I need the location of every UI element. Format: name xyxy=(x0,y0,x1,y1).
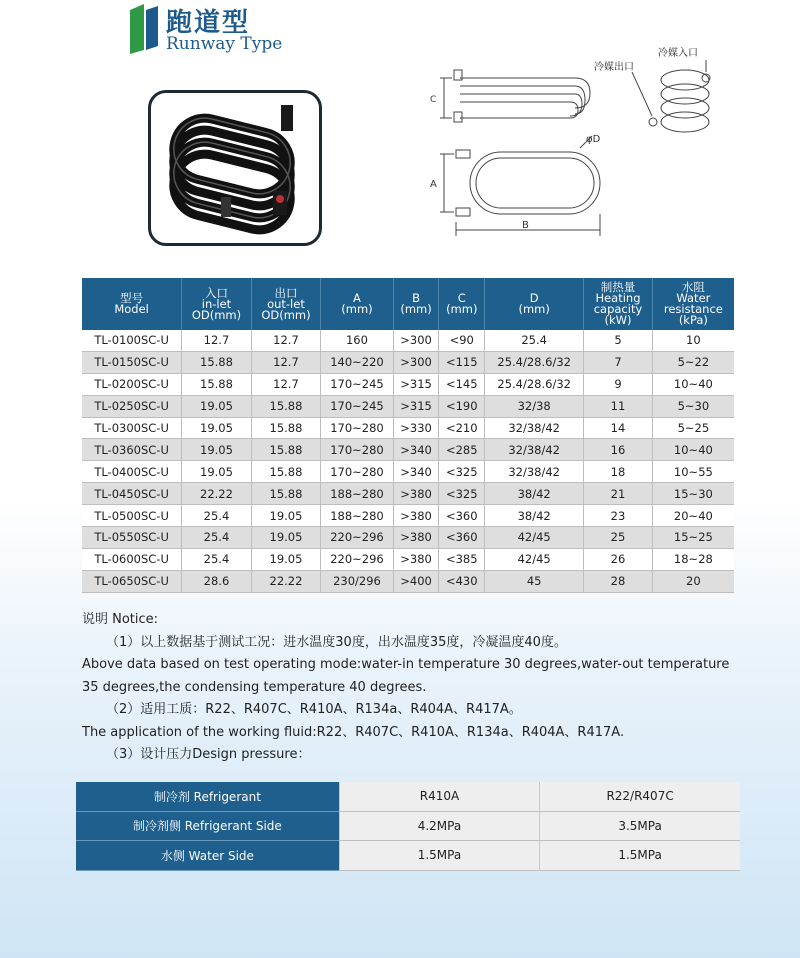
table-cell: TL-0400SC-U xyxy=(82,461,182,483)
table-cell: >380 xyxy=(393,548,439,570)
pressure-value-cell: 3.5MPa xyxy=(539,812,740,842)
table-cell: 11 xyxy=(584,395,653,417)
dim-c-label: C xyxy=(430,95,437,105)
spec-header-cell: A (mm) xyxy=(321,278,393,330)
table-cell: <285 xyxy=(439,439,485,461)
table-row xyxy=(82,395,734,417)
table-cell: 18~28 xyxy=(652,548,734,570)
table-cell: 25.4/28.6/32 xyxy=(485,351,584,373)
table-cell: 5 xyxy=(584,330,653,351)
table-cell: 170~245 xyxy=(321,373,393,395)
inlet-label: 冷媒入口 xyxy=(658,48,698,59)
table-cell: 25 xyxy=(584,527,653,549)
notice-item3: （3）设计压力Design pressure： xyxy=(106,747,311,762)
table-cell: 230/296 xyxy=(321,570,393,592)
table-cell: 7 xyxy=(584,351,653,373)
table-cell: 10~40 xyxy=(652,373,734,395)
spec-table-body xyxy=(82,330,734,592)
table-cell: 15.88 xyxy=(251,395,321,417)
table-cell: <115 xyxy=(439,351,485,373)
table-cell: 15.88 xyxy=(251,417,321,439)
spec-header-cell: 水阻 Water resistance (kPa) xyxy=(652,278,734,330)
table-cell: TL-0600SC-U xyxy=(82,548,182,570)
table-cell: 28 xyxy=(584,570,653,592)
table-cell: <325 xyxy=(439,483,485,505)
dim-a-label: A xyxy=(430,179,437,190)
table-cell: 19.05 xyxy=(251,548,321,570)
table-row xyxy=(82,373,734,395)
table-cell: 170~280 xyxy=(321,439,393,461)
notice-item2-en: The application of the working fluid:R22、R407C、R410A、R134a、R404A、R417A. xyxy=(82,724,625,740)
table-cell: <360 xyxy=(439,505,485,527)
spec-table xyxy=(82,278,734,593)
table-cell: 21 xyxy=(584,483,653,505)
table-cell: >315 xyxy=(393,373,439,395)
table-cell: 15~25 xyxy=(652,527,734,549)
notice-section xyxy=(82,609,742,767)
dimension-diagram xyxy=(410,42,740,242)
notice-item1-en-line1: Above data based on test operating mode:water-in temperature 30 degrees,water-out temperature xyxy=(82,657,730,672)
table-cell: TL-0550SC-U xyxy=(82,527,182,549)
spec-header-cell: C (mm) xyxy=(439,278,485,330)
table-cell: 22.22 xyxy=(182,483,252,505)
table-cell: 10 xyxy=(652,330,734,351)
spec-header-cell: B (mm) xyxy=(393,278,439,330)
product-photo xyxy=(148,90,322,246)
table-row xyxy=(82,417,734,439)
pressure-label-cell: 制冷剂 Refrigerant xyxy=(76,782,339,812)
table-cell: 9 xyxy=(584,373,653,395)
pressure-value-cell: R410A xyxy=(339,782,539,812)
table-cell: 20~40 xyxy=(652,505,734,527)
table-cell: TL-0150SC-U xyxy=(82,351,182,373)
table-cell: TL-0200SC-U xyxy=(82,373,182,395)
table-cell: 38/42 xyxy=(485,505,584,527)
table-cell: 19.05 xyxy=(182,395,252,417)
table-cell: 12.7 xyxy=(251,330,321,351)
header-accent-icon xyxy=(128,4,162,54)
table-cell: 170~245 xyxy=(321,395,393,417)
table-cell: TL-0500SC-U xyxy=(82,505,182,527)
table-cell: <430 xyxy=(439,570,485,592)
table-cell: 45 xyxy=(485,570,584,592)
table-cell: TL-0450SC-U xyxy=(82,483,182,505)
table-cell: >300 xyxy=(393,330,439,351)
table-cell: 15.88 xyxy=(251,461,321,483)
table-cell: >380 xyxy=(393,505,439,527)
table-cell: 220~296 xyxy=(321,527,393,549)
table-row xyxy=(82,570,734,592)
table-cell: 19.05 xyxy=(182,417,252,439)
table-row xyxy=(82,461,734,483)
table-cell: >380 xyxy=(393,483,439,505)
table-cell: 5~22 xyxy=(652,351,734,373)
pressure-label-cell: 水侧 Water Side xyxy=(76,841,339,871)
table-cell: 12.7 xyxy=(251,373,321,395)
pressure-value-cell: R22/R407C xyxy=(539,782,740,812)
coil-image xyxy=(151,93,319,243)
table-cell: <325 xyxy=(439,461,485,483)
table-cell: <90 xyxy=(439,330,485,351)
table-cell: <145 xyxy=(439,373,485,395)
dim-b-label: B xyxy=(522,220,529,231)
spec-header-cell: 入口 in-let OD(mm) xyxy=(182,278,252,330)
table-cell: >400 xyxy=(393,570,439,592)
notice-heading: 说明 Notice: xyxy=(82,612,159,627)
table-cell: 25.4 xyxy=(182,548,252,570)
table-cell: 18 xyxy=(584,461,653,483)
table-cell: TL-0360SC-U xyxy=(82,439,182,461)
table-cell: >300 xyxy=(393,351,439,373)
spec-header-cell: 型号 Model xyxy=(82,278,182,330)
pressure-row xyxy=(76,812,740,842)
table-cell: 14 xyxy=(584,417,653,439)
table-cell: <385 xyxy=(439,548,485,570)
outlet-label: 冷媒出口 xyxy=(594,62,634,73)
table-cell: 16 xyxy=(584,439,653,461)
table-cell: 15.88 xyxy=(182,373,252,395)
table-cell: TL-0650SC-U xyxy=(82,570,182,592)
dim-d-label: φD xyxy=(586,134,601,145)
pressure-value-cell: 1.5MPa xyxy=(339,841,539,871)
table-cell: 42/45 xyxy=(485,527,584,549)
table-cell: TL-0300SC-U xyxy=(82,417,182,439)
notice-item1-en-line2: 35 degrees,the condensing temperature 40 degrees. xyxy=(82,679,427,695)
table-cell: 32/38/42 xyxy=(485,439,584,461)
table-cell: 42/45 xyxy=(485,548,584,570)
table-cell: >340 xyxy=(393,439,439,461)
table-cell: 188~280 xyxy=(321,505,393,527)
table-cell: 188~280 xyxy=(321,483,393,505)
table-cell: 23 xyxy=(584,505,653,527)
table-cell: <190 xyxy=(439,395,485,417)
table-cell: 220~296 xyxy=(321,548,393,570)
table-cell: 170~280 xyxy=(321,417,393,439)
table-cell: 26 xyxy=(584,548,653,570)
table-cell: >315 xyxy=(393,395,439,417)
table-cell: 10~55 xyxy=(652,461,734,483)
table-cell: 15.88 xyxy=(251,483,321,505)
spec-header-cell: 制热量 Heating capacity (kW) xyxy=(584,278,653,330)
spec-header-cell: 出口 out-let OD(mm) xyxy=(251,278,321,330)
table-cell: 28.6 xyxy=(182,570,252,592)
table-cell: 170~280 xyxy=(321,461,393,483)
table-cell: 140~220 xyxy=(321,351,393,373)
table-cell: 32/38 xyxy=(485,395,584,417)
table-cell: 15.88 xyxy=(251,439,321,461)
table-cell: 22.22 xyxy=(251,570,321,592)
table-cell: 25.4 xyxy=(182,527,252,549)
table-cell: <360 xyxy=(439,527,485,549)
table-row xyxy=(82,439,734,461)
pressure-label-cell: 制冷剂侧 Refrigerant Side xyxy=(76,812,339,842)
table-cell: 25.4 xyxy=(182,505,252,527)
table-cell: >340 xyxy=(393,461,439,483)
page-title-en: Runway Type xyxy=(166,34,283,54)
table-cell: 10~40 xyxy=(652,439,734,461)
table-cell: 160 xyxy=(321,330,393,351)
table-cell: >380 xyxy=(393,527,439,549)
pressure-value-cell: 1.5MPa xyxy=(539,841,740,871)
table-cell: 15.88 xyxy=(182,351,252,373)
table-cell: TL-0100SC-U xyxy=(82,330,182,351)
pressure-row xyxy=(76,841,740,871)
table-cell: 12.7 xyxy=(251,351,321,373)
table-cell: 25.4 xyxy=(485,330,584,351)
notice-item2-zh: （2）适用工质：R22、R407C、R410A、R134a、R404A、R417A。 xyxy=(106,702,522,717)
table-row xyxy=(82,351,734,373)
table-cell: 19.05 xyxy=(251,505,321,527)
spec-header-cell: D (mm) xyxy=(485,278,584,330)
table-cell: 38/42 xyxy=(485,483,584,505)
table-cell: 32/38/42 xyxy=(485,461,584,483)
table-cell: 20 xyxy=(652,570,734,592)
notice-item1-zh: （1）以上数据基于测试工况：进水温度30度，出水温度35度，冷凝温度40度。 xyxy=(106,634,567,650)
spec-table-header xyxy=(82,278,734,330)
page-title-zh: 跑道型 xyxy=(166,8,251,38)
table-cell: <210 xyxy=(439,417,485,439)
table-cell: 19.05 xyxy=(182,439,252,461)
table-cell: 12.7 xyxy=(182,330,252,351)
table-cell: 15~30 xyxy=(652,483,734,505)
table-cell: 25.4/28.6/32 xyxy=(485,373,584,395)
table-cell: 32/38/42 xyxy=(485,417,584,439)
table-cell: 5~30 xyxy=(652,395,734,417)
table-row xyxy=(82,548,734,570)
table-row xyxy=(82,330,734,351)
table-cell: 5~25 xyxy=(652,417,734,439)
pressure-value-cell: 4.2MPa xyxy=(339,812,539,842)
table-row xyxy=(82,505,734,527)
pressure-row xyxy=(76,782,740,812)
table-row xyxy=(82,527,734,549)
pressure-table xyxy=(76,782,740,871)
table-cell: TL-0250SC-U xyxy=(82,395,182,417)
table-row xyxy=(82,483,734,505)
table-cell: >330 xyxy=(393,417,439,439)
table-cell: 19.05 xyxy=(251,527,321,549)
table-cell: 19.05 xyxy=(182,461,252,483)
